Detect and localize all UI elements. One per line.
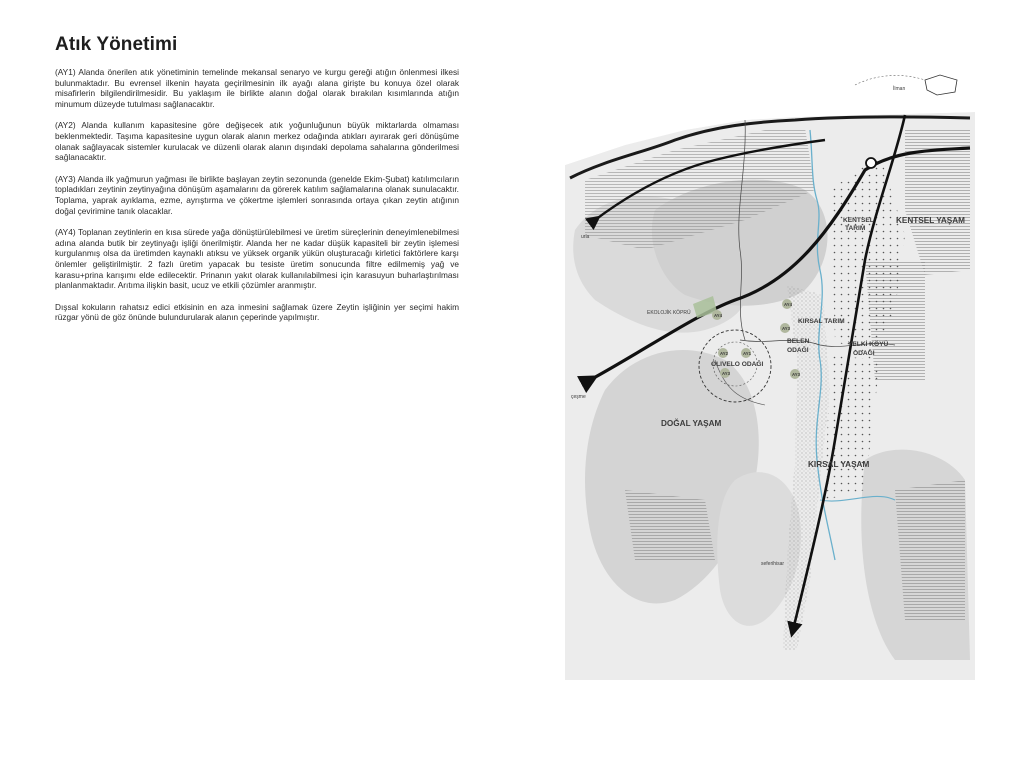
junction-roundabout bbox=[866, 158, 876, 168]
ay1-marker-label: AY1 bbox=[743, 351, 751, 356]
text-column bbox=[55, 67, 459, 334]
hatch-south-band bbox=[625, 490, 715, 560]
label-yelki-odagi-2: ODAĞI bbox=[853, 350, 875, 357]
paragraph-ay4: (AY4) Toplanan zeytinlerin en kısa sürede yağa dönüştürülebilmesi ve üretim süreçlerinin deneyimlenebilmesi adına alanda butik bir zeytinyağı işliği önerilmiştir. Alanda her ne kadar düşük kapasiteli bir zeytin işlemesi kurgulanmış olsa da üretimden kaynaklı atıksu ve yüksek organik yükün oluşturacağı kirletici faktörlere karşı önlemler geliştirilmiştir. 2 fazlı üretim yapacak bu tesiste üretim sonucunda filtre edilmemiş yağ ve karasu+prina karışımı elde edilecektir. Prinanın yakıt olarak kullanılabilmesi için karasuyun buharlaştırılması planlanmaktadır. Arıtıma ilişkin basit, ucuz ve etkili çözümler aranmıştır. bbox=[55, 227, 459, 291]
label-dogal-yasam: DOĞAL YAŞAM bbox=[661, 419, 722, 428]
ay3-marker-1-label: AY3 bbox=[782, 326, 790, 331]
label-olivelo-odagi: OLIVELO ODAĞI bbox=[711, 361, 764, 368]
paragraph-ay1: (AY1) Alanda önerilen atık yönetiminin temelinde mekansal senaryo ve kurgu gereği atığın önlenmesi ilkesi bulunmaktadır. Bu evrensel ilkenin hayata geçirilmesinin ilk ayağı alana girişte bu konuya özel olarak misafirlerin bilgilendirilmesidir. Bu yaklaşım ile birlikte alanın doğal olarak bırakılan kısımlarında atığın minumum düzeyde tutulması sağlanacaktır. bbox=[55, 67, 459, 109]
label-kentsel-yasam: KENTSEL YAŞAM bbox=[896, 216, 966, 225]
label-yelki-odagi-1: YELKİ KÖYÜ bbox=[848, 341, 889, 348]
site-map bbox=[565, 60, 975, 680]
label-kentsel-tarim-2: TARIM bbox=[845, 225, 866, 232]
label-urla: urla bbox=[581, 234, 590, 240]
label-kirsal-tarim: KIRSAL TARIM bbox=[798, 318, 845, 325]
page-title: Atık Yönetimi bbox=[55, 34, 178, 55]
label-cesme: çeşme bbox=[571, 394, 586, 400]
label-kentsel-tarim-1: KENTSEL bbox=[843, 217, 874, 224]
ay3-marker-2-label: AY3 bbox=[722, 371, 730, 376]
ay3-marker-3-label: AY3 bbox=[792, 372, 800, 377]
ay4-marker-2-label: AY4 bbox=[784, 302, 792, 307]
label-belen-odagi-1: BELEN bbox=[787, 338, 810, 345]
label-kirsal-yasam: KIRSAL YAŞAM bbox=[808, 460, 870, 469]
label-ekolojik-kopru: EKOLOJİK KÖPRÜ bbox=[647, 310, 691, 316]
hatch-east-low bbox=[895, 480, 965, 620]
label-ilman: İlman bbox=[893, 86, 906, 92]
paragraph-wind: Dışsal kokuların rahatsız edici etkisinin en aza inmesini sağlamak üzere Zeytin işliğinin yer seçimi hakim rüzgar yönü de göz önünde bulundurularak alanın çeperinde yapılmıştır. bbox=[55, 301, 459, 323]
paragraph-ay3: (AY3) Alanda ilk yağmurun yağması ile birlikte başlayan zeytin sezonunda (genelde Ekim-Şubat) katılımcıların topladıkları zeytinin zeytinyağına dönüşüm aşamalarını da görerek katılım sağlamalarına olanak sunulacaktır. Toplama, yaprak ayıklama, ezme, ayrıştırma ve çökertme işlemleri sonrasında ortaya çıkan zeytin atığının doğal çevirimine tanık olacaklar. bbox=[55, 173, 459, 216]
label-seferihisar: seferihisar bbox=[761, 561, 785, 567]
paragraph-ay2: (AY2) Alanda kullanım kapasitesine göre değişecek atık yoğunluğunun büyük miktarlarda olmaması beklenmektedir. Taşıma kapasitesine uygun olarak alanın merkez odağında atıkları ayırarak geri dönüşüme olanak sağlayacak sistemler kurulacak ve düzenli olarak alanın dışındaki depolama sahalarına gönderilmesi sağlanacaktır. bbox=[55, 120, 459, 163]
ay4-marker-1-label: AY4 bbox=[714, 313, 722, 318]
label-belen-odagi-2: ODAĞI bbox=[787, 347, 809, 354]
ay2-marker-label: AY2 bbox=[720, 351, 728, 356]
